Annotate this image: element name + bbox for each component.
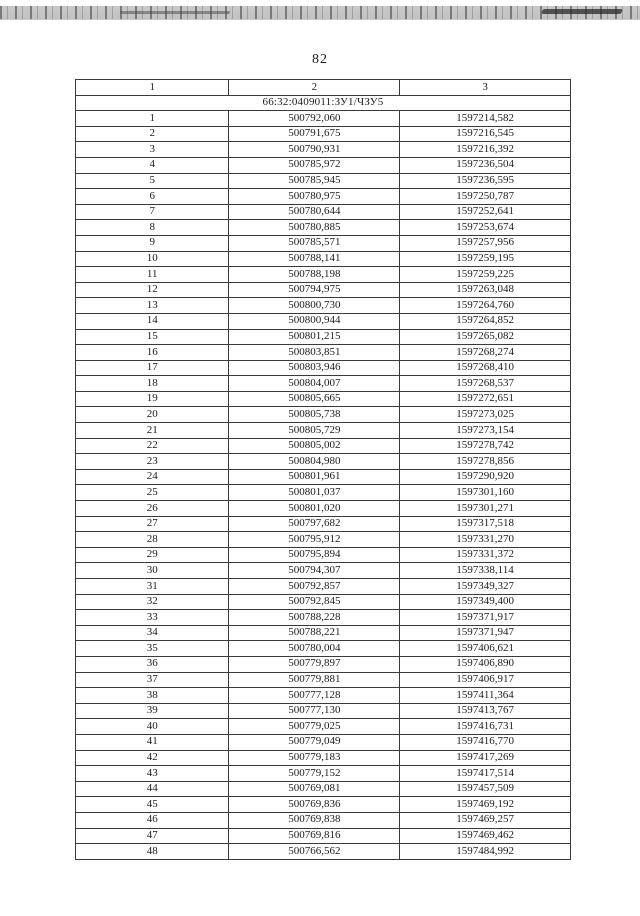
x-coordinate-cell: 500777,128 xyxy=(229,688,400,704)
y-coordinate-cell: 1597216,392 xyxy=(400,142,571,158)
x-coordinate-cell: 500777,130 xyxy=(229,703,400,719)
point-number-cell: 45 xyxy=(76,797,229,813)
y-coordinate-cell: 1597273,154 xyxy=(400,423,571,439)
table-row xyxy=(76,111,571,127)
x-coordinate-cell: 500779,152 xyxy=(229,766,400,782)
point-number-cell: 34 xyxy=(76,625,229,641)
y-coordinate-cell: 1597259,225 xyxy=(400,267,571,283)
table-row xyxy=(76,251,571,267)
table-row xyxy=(76,579,571,595)
table-row xyxy=(76,516,571,532)
point-number-cell: 38 xyxy=(76,688,229,704)
x-coordinate-cell: 500792,060 xyxy=(229,111,400,127)
x-coordinate-cell: 500769,081 xyxy=(229,781,400,797)
y-coordinate-cell: 1597264,852 xyxy=(400,313,571,329)
point-number-cell: 9 xyxy=(76,235,229,251)
point-number-cell: 17 xyxy=(76,360,229,376)
x-coordinate-cell: 500790,931 xyxy=(229,142,400,158)
point-number-cell: 20 xyxy=(76,407,229,423)
y-coordinate-cell: 1597413,767 xyxy=(400,703,571,719)
y-coordinate-cell: 1597406,621 xyxy=(400,641,571,657)
x-coordinate-cell: 500801,215 xyxy=(229,329,400,345)
point-number-cell: 6 xyxy=(76,189,229,205)
x-coordinate-cell: 500779,025 xyxy=(229,719,400,735)
table-row xyxy=(76,235,571,251)
x-coordinate-cell: 500780,975 xyxy=(229,189,400,205)
y-coordinate-cell: 1597214,582 xyxy=(400,111,571,127)
x-coordinate-cell: 500804,980 xyxy=(229,454,400,470)
y-coordinate-cell: 1597416,770 xyxy=(400,734,571,750)
table-row xyxy=(76,656,571,672)
y-coordinate-cell: 1597411,364 xyxy=(400,688,571,704)
table-row xyxy=(76,641,571,657)
coordinates-table-container xyxy=(75,79,571,860)
table-row xyxy=(76,391,571,407)
table-row xyxy=(76,204,571,220)
table-row xyxy=(76,625,571,641)
point-number-cell: 24 xyxy=(76,469,229,485)
point-number-cell: 12 xyxy=(76,282,229,298)
x-coordinate-cell: 500788,228 xyxy=(229,610,400,626)
point-number-cell: 26 xyxy=(76,501,229,517)
column-header-3: 3 xyxy=(400,80,571,96)
x-coordinate-cell: 500801,037 xyxy=(229,485,400,501)
point-number-cell: 36 xyxy=(76,656,229,672)
point-number-cell: 32 xyxy=(76,594,229,610)
y-coordinate-cell: 1597301,160 xyxy=(400,485,571,501)
x-coordinate-cell: 500769,838 xyxy=(229,812,400,828)
x-coordinate-cell: 500791,675 xyxy=(229,126,400,142)
y-coordinate-cell: 1597406,890 xyxy=(400,656,571,672)
x-coordinate-cell: 500795,912 xyxy=(229,532,400,548)
y-coordinate-cell: 1597469,462 xyxy=(400,828,571,844)
page-number: 82 xyxy=(312,52,328,67)
point-number-cell: 46 xyxy=(76,812,229,828)
y-coordinate-cell: 1597268,274 xyxy=(400,345,571,361)
x-coordinate-cell: 500769,836 xyxy=(229,797,400,813)
point-number-cell: 25 xyxy=(76,485,229,501)
x-coordinate-cell: 500803,851 xyxy=(229,345,400,361)
y-coordinate-cell: 1597272,651 xyxy=(400,391,571,407)
point-number-cell: 4 xyxy=(76,157,229,173)
y-coordinate-cell: 1597268,410 xyxy=(400,360,571,376)
scanner-smudge xyxy=(541,9,623,14)
table-row xyxy=(76,376,571,392)
y-coordinate-cell: 1597268,537 xyxy=(400,376,571,392)
x-coordinate-cell: 500805,729 xyxy=(229,423,400,439)
table-row xyxy=(76,189,571,205)
point-number-cell: 22 xyxy=(76,438,229,454)
x-coordinate-cell: 500785,571 xyxy=(229,235,400,251)
y-coordinate-cell: 1597457,509 xyxy=(400,781,571,797)
x-coordinate-cell: 500788,198 xyxy=(229,267,400,283)
x-coordinate-cell: 500801,961 xyxy=(229,469,400,485)
point-number-cell: 37 xyxy=(76,672,229,688)
x-coordinate-cell: 500780,644 xyxy=(229,204,400,220)
y-coordinate-cell: 1597417,269 xyxy=(400,750,571,766)
group-header-row xyxy=(76,95,571,111)
point-number-cell: 33 xyxy=(76,610,229,626)
table-row xyxy=(76,298,571,314)
x-coordinate-cell: 500803,946 xyxy=(229,360,400,376)
x-coordinate-cell: 500780,004 xyxy=(229,641,400,657)
table-row xyxy=(76,329,571,345)
table-row xyxy=(76,750,571,766)
table-row xyxy=(76,157,571,173)
point-number-cell: 30 xyxy=(76,563,229,579)
table-row xyxy=(76,485,571,501)
x-coordinate-cell: 500797,682 xyxy=(229,516,400,532)
y-coordinate-cell: 1597236,504 xyxy=(400,157,571,173)
table-row xyxy=(76,812,571,828)
table-row xyxy=(76,282,571,298)
y-coordinate-cell: 1597338,114 xyxy=(400,563,571,579)
y-coordinate-cell: 1597331,372 xyxy=(400,547,571,563)
table-row xyxy=(76,345,571,361)
table-row xyxy=(76,844,571,860)
scanner-artifact-band xyxy=(0,6,640,19)
y-coordinate-cell: 1597236,595 xyxy=(400,173,571,189)
table-row xyxy=(76,594,571,610)
table-row xyxy=(76,688,571,704)
x-coordinate-cell: 500779,897 xyxy=(229,656,400,672)
point-number-cell: 11 xyxy=(76,267,229,283)
y-coordinate-cell: 1597273,025 xyxy=(400,407,571,423)
point-number-cell: 1 xyxy=(76,111,229,127)
y-coordinate-cell: 1597265,082 xyxy=(400,329,571,345)
scanner-smudge xyxy=(120,11,230,14)
x-coordinate-cell: 500779,049 xyxy=(229,734,400,750)
x-coordinate-cell: 500792,845 xyxy=(229,594,400,610)
table-row xyxy=(76,719,571,735)
table-row xyxy=(76,547,571,563)
x-coordinate-cell: 500805,665 xyxy=(229,391,400,407)
y-coordinate-cell: 1597263,048 xyxy=(400,282,571,298)
point-number-cell: 7 xyxy=(76,204,229,220)
table-row xyxy=(76,360,571,376)
y-coordinate-cell: 1597469,257 xyxy=(400,812,571,828)
point-number-cell: 3 xyxy=(76,142,229,158)
table-row xyxy=(76,423,571,439)
point-number-cell: 10 xyxy=(76,251,229,267)
table-row xyxy=(76,532,571,548)
y-coordinate-cell: 1597371,947 xyxy=(400,625,571,641)
y-coordinate-cell: 1597250,787 xyxy=(400,189,571,205)
table-row xyxy=(76,610,571,626)
x-coordinate-cell: 500801,020 xyxy=(229,501,400,517)
y-coordinate-cell: 1597417,514 xyxy=(400,766,571,782)
x-coordinate-cell: 500785,972 xyxy=(229,157,400,173)
x-coordinate-cell: 500780,885 xyxy=(229,220,400,236)
x-coordinate-cell: 500769,816 xyxy=(229,828,400,844)
y-coordinate-cell: 1597484,992 xyxy=(400,844,571,860)
point-number-cell: 42 xyxy=(76,750,229,766)
point-number-cell: 8 xyxy=(76,220,229,236)
x-coordinate-cell: 500804,007 xyxy=(229,376,400,392)
table-row xyxy=(76,563,571,579)
point-number-cell: 19 xyxy=(76,391,229,407)
x-coordinate-cell: 500795,894 xyxy=(229,547,400,563)
table-row xyxy=(76,126,571,142)
point-number-cell: 27 xyxy=(76,516,229,532)
x-coordinate-cell: 500794,975 xyxy=(229,282,400,298)
x-coordinate-cell: 500800,730 xyxy=(229,298,400,314)
point-number-cell: 2 xyxy=(76,126,229,142)
point-number-cell: 16 xyxy=(76,345,229,361)
point-number-cell: 39 xyxy=(76,703,229,719)
table-row xyxy=(76,438,571,454)
table-row xyxy=(76,173,571,189)
y-coordinate-cell: 1597317,518 xyxy=(400,516,571,532)
x-coordinate-cell: 500788,141 xyxy=(229,251,400,267)
table-row xyxy=(76,828,571,844)
table-header-row xyxy=(76,80,571,96)
point-number-cell: 43 xyxy=(76,766,229,782)
point-number-cell: 13 xyxy=(76,298,229,314)
table-row xyxy=(76,672,571,688)
table-row xyxy=(76,454,571,470)
point-number-cell: 40 xyxy=(76,719,229,735)
table-row xyxy=(76,501,571,517)
table-row xyxy=(76,797,571,813)
table-row xyxy=(76,469,571,485)
y-coordinate-cell: 1597264,760 xyxy=(400,298,571,314)
x-coordinate-cell: 500805,738 xyxy=(229,407,400,423)
y-coordinate-cell: 1597259,195 xyxy=(400,251,571,267)
point-number-cell: 31 xyxy=(76,579,229,595)
table-row xyxy=(76,781,571,797)
point-number-cell: 28 xyxy=(76,532,229,548)
x-coordinate-cell: 500794,307 xyxy=(229,563,400,579)
x-coordinate-cell: 500800,944 xyxy=(229,313,400,329)
y-coordinate-cell: 1597278,742 xyxy=(400,438,571,454)
y-coordinate-cell: 1597252,641 xyxy=(400,204,571,220)
table-body xyxy=(76,111,571,860)
y-coordinate-cell: 1597331,270 xyxy=(400,532,571,548)
y-coordinate-cell: 1597253,674 xyxy=(400,220,571,236)
point-number-cell: 44 xyxy=(76,781,229,797)
column-header-1: 1 xyxy=(76,80,229,96)
point-number-cell: 21 xyxy=(76,423,229,439)
point-number-cell: 15 xyxy=(76,329,229,345)
x-coordinate-cell: 500766,562 xyxy=(229,844,400,860)
column-header-2: 2 xyxy=(229,80,400,96)
table-row xyxy=(76,703,571,719)
point-number-cell: 48 xyxy=(76,844,229,860)
y-coordinate-cell: 1597216,545 xyxy=(400,126,571,142)
y-coordinate-cell: 1597371,917 xyxy=(400,610,571,626)
x-coordinate-cell: 500788,221 xyxy=(229,625,400,641)
point-number-cell: 14 xyxy=(76,313,229,329)
y-coordinate-cell: 1597301,271 xyxy=(400,501,571,517)
x-coordinate-cell: 500779,881 xyxy=(229,672,400,688)
x-coordinate-cell: 500785,945 xyxy=(229,173,400,189)
y-coordinate-cell: 1597469,192 xyxy=(400,797,571,813)
point-number-cell: 29 xyxy=(76,547,229,563)
cadastral-number-header: 66:32:0409011:ЗУ1/ЧЗУ5 xyxy=(76,95,571,111)
point-number-cell: 41 xyxy=(76,734,229,750)
table-row xyxy=(76,142,571,158)
point-number-cell: 47 xyxy=(76,828,229,844)
table-row xyxy=(76,267,571,283)
y-coordinate-cell: 1597278,856 xyxy=(400,454,571,470)
table-row xyxy=(76,766,571,782)
y-coordinate-cell: 1597290,920 xyxy=(400,469,571,485)
x-coordinate-cell: 500792,857 xyxy=(229,579,400,595)
point-number-cell: 23 xyxy=(76,454,229,470)
y-coordinate-cell: 1597406,917 xyxy=(400,672,571,688)
table-row xyxy=(76,407,571,423)
point-number-cell: 5 xyxy=(76,173,229,189)
y-coordinate-cell: 1597416,731 xyxy=(400,719,571,735)
point-number-cell: 35 xyxy=(76,641,229,657)
table-row xyxy=(76,734,571,750)
y-coordinate-cell: 1597349,327 xyxy=(400,579,571,595)
point-number-cell: 18 xyxy=(76,376,229,392)
table-row xyxy=(76,220,571,236)
table-row xyxy=(76,313,571,329)
y-coordinate-cell: 1597349,400 xyxy=(400,594,571,610)
y-coordinate-cell: 1597257,956 xyxy=(400,235,571,251)
x-coordinate-cell: 500779,183 xyxy=(229,750,400,766)
coordinates-table xyxy=(75,79,571,860)
x-coordinate-cell: 500805,002 xyxy=(229,438,400,454)
